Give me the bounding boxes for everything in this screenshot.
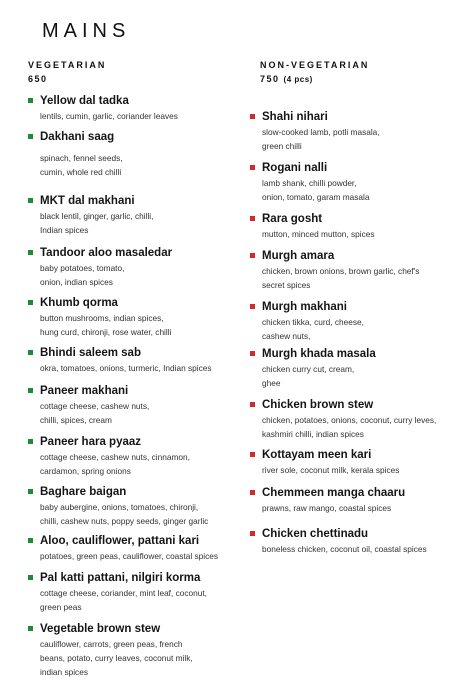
non-veg-marker-icon <box>250 165 255 170</box>
menu-item-pal-katti-pattani <box>28 571 240 614</box>
vegetarian-heading-label: VEGETARIAN <box>28 60 107 70</box>
item-name: Aloo, cauliflower, pattani kari <box>40 535 200 547</box>
non-veg-marker-icon <box>250 304 255 309</box>
menu-item-murgh-makhani <box>250 300 460 343</box>
menu-item-mkt-dal-makhani <box>28 194 240 237</box>
veg-marker-icon <box>28 300 33 305</box>
item-description: okra, tomatoes, onions, turmeric, Indian spices <box>40 363 212 373</box>
menu-item-paneer-hara-pyaaz <box>28 435 240 478</box>
menu-item-rara-gosht <box>250 212 460 241</box>
item-name: Rogani nalli <box>262 162 328 174</box>
veg-marker-icon <box>28 439 33 444</box>
item-description: chicken, brown onions, brown garlic, chef's secret spices <box>262 266 420 290</box>
item-description: black lentil, ginger, garlic, chilli, Indian spices <box>40 211 154 235</box>
item-description: spinach, fennel seeds, cumin, whole red chilli <box>40 153 123 177</box>
non-vegetarian-price-note: (4 pcs) <box>283 75 313 84</box>
veg-marker-icon <box>28 538 33 543</box>
item-name: Chemmeen manga chaaru <box>262 487 406 499</box>
item-name: Murgh amara <box>262 250 335 262</box>
item-description: button mushrooms, indian spices, hung curd, chironji, rose water, chilli <box>40 313 172 337</box>
non-veg-marker-icon <box>250 452 255 457</box>
vegetarian-heading <box>28 58 106 86</box>
page-title: MAINS <box>42 20 131 42</box>
item-description: cottage cheese, coriander, mint leaf, coconut, green peas <box>40 588 207 612</box>
item-name: Kottayam meen kari <box>262 449 372 461</box>
item-name: Dakhani saag <box>40 131 115 143</box>
menu-item-rogani-nalli <box>250 161 460 204</box>
item-description: potatoes, green peas, cauliflower, coastal spices <box>40 551 219 561</box>
menu-item-yellow-dal-tadka <box>28 94 240 123</box>
item-description: boneless chicken, coconut oil, coastal spices <box>262 544 427 554</box>
item-name: Vegetable brown stew <box>40 623 161 635</box>
menu-item-vegetable-brown-stew <box>28 622 240 679</box>
menu-item-aloo-cauliflower-pattani-kari <box>28 534 240 563</box>
item-description: mutton, minced mutton, spices <box>262 229 375 239</box>
menu-item-chicken-brown-stew <box>250 398 460 441</box>
veg-marker-icon <box>28 134 33 139</box>
menu-item-baghare-baigan <box>28 485 240 528</box>
item-name: Baghare baigan <box>40 486 127 498</box>
item-name: Chicken brown stew <box>262 399 374 411</box>
menu-item-kottayam-meen-kari <box>250 448 460 477</box>
item-description: lamb shank, chilli powder, onion, tomato, garam masala <box>262 178 370 202</box>
menu-item-tandoor-aloo-masaledar <box>28 246 240 289</box>
item-name: Yellow dal tadka <box>40 95 129 107</box>
menu-item-murgh-khada-masala <box>250 347 460 390</box>
item-name: Murgh khada masala <box>262 348 376 360</box>
item-description: river sole, coconut milk, kerala spices <box>262 465 400 475</box>
item-description: baby potatoes, tomato, onion, indian spices <box>40 263 125 287</box>
item-description: chicken, potatoes, onions, coconut, curry leves, kashmiri chilli, indian spices <box>262 415 437 439</box>
item-name: Rara gosht <box>262 213 323 225</box>
item-name: Bhindi saleem sab <box>40 347 141 359</box>
item-description: cottage cheese, cashew nuts, cinnamon, cardamon, spring onions <box>40 452 190 476</box>
item-description: cottage cheese, cashew nuts, chilli, spices, cream <box>40 401 150 425</box>
non-veg-marker-icon <box>250 216 255 221</box>
item-description: slow-cooked lamb, potli masala, green chilli <box>262 127 380 151</box>
item-name: MKT dal makhani <box>40 195 135 207</box>
item-name: Khumb qorma <box>40 297 118 309</box>
non-veg-marker-icon <box>250 402 255 407</box>
item-name: Paneer hara pyaaz <box>40 436 142 448</box>
menu-item-khumb-qorma <box>28 296 240 339</box>
non-vegetarian-heading <box>260 58 369 87</box>
item-name: Pal katti pattani, nilgiri korma <box>40 572 201 584</box>
vegetarian-price: 650 <box>28 74 48 84</box>
non-veg-marker-icon <box>250 490 255 495</box>
veg-marker-icon <box>28 350 33 355</box>
veg-marker-icon <box>28 575 33 580</box>
item-description: chicken curry cut, cream, ghee <box>262 364 355 388</box>
veg-marker-icon <box>28 98 33 103</box>
menu-item-murgh-amara <box>250 249 460 292</box>
item-description: baby aubergine, onions, tomatoes, chironji, chilli, cashew nuts, poppy seeds, ginger garlic <box>40 502 209 526</box>
veg-marker-icon <box>28 626 33 631</box>
item-description: lentils, cumin, garlic, coriander leaves <box>40 111 178 121</box>
menu-item-paneer-makhani <box>28 384 240 427</box>
menu-item-shahi-nihari <box>250 110 460 153</box>
veg-marker-icon <box>28 198 33 203</box>
non-vegetarian-heading-label: NON-VEGETARIAN <box>260 60 370 70</box>
non-veg-marker-icon <box>250 253 255 258</box>
menu-item-dakhani-saag <box>28 130 240 179</box>
item-name: Shahi nihari <box>262 111 328 123</box>
item-description: chicken tikka, curd, cheese, cashew nuts, <box>262 317 364 341</box>
item-name: Paneer makhani <box>40 385 129 397</box>
menu-item-bhindi-saleem-sab <box>28 346 240 375</box>
item-description: prawns, raw mango, coastal spices <box>262 503 392 513</box>
item-name: Chicken chettinadu <box>262 528 369 540</box>
item-description: cauliflower, carrots, green peas, french beans, potato, curry leaves, coconut milk, indian spices <box>40 639 193 677</box>
veg-marker-icon <box>28 388 33 393</box>
non-veg-marker-icon <box>250 114 255 119</box>
menu-item-chicken-chettinadu <box>250 527 460 556</box>
non-veg-marker-icon <box>250 351 255 356</box>
item-name: Murgh makhani <box>262 301 347 313</box>
non-vegetarian-price <box>260 72 369 87</box>
non-vegetarian-price-value: 750 <box>260 74 280 84</box>
menu-item-chemmeen-manga-chaaru <box>250 486 460 515</box>
veg-marker-icon <box>28 250 33 255</box>
non-veg-marker-icon <box>250 531 255 536</box>
veg-marker-icon <box>28 489 33 494</box>
item-name: Tandoor aloo masaledar <box>40 247 173 259</box>
